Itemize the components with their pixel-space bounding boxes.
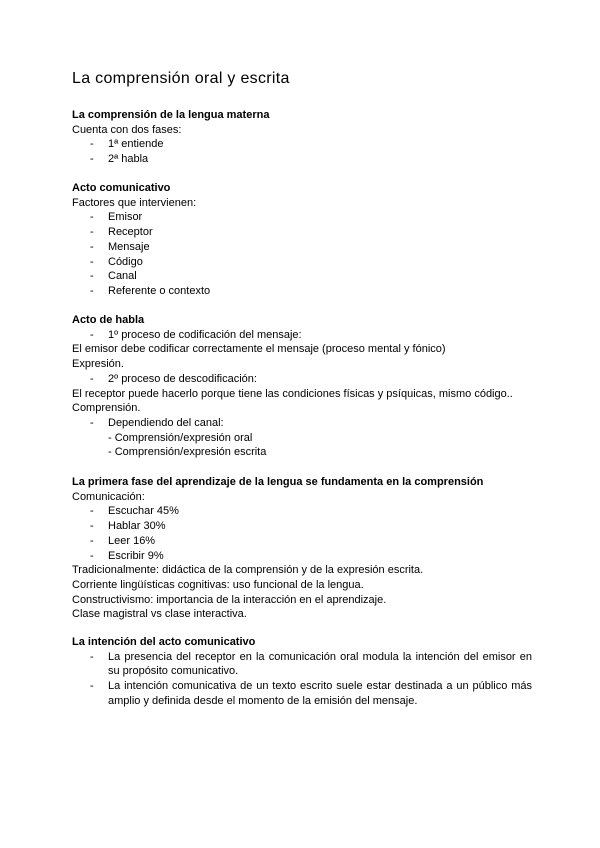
section-acto-comunicativo: [72, 181, 532, 299]
section-primera-fase: [72, 475, 532, 622]
list-item: - 2ª habla: [72, 152, 532, 167]
list-item: - Dependiendo del canal:: [72, 416, 532, 431]
paragraph-line: El receptor puede hacerlo porque tiene las condiciones físicas y psíquicas, mismo código..: [72, 387, 513, 400]
section-lengua-materna: [72, 108, 532, 167]
paragraph-line: Constructivismo: importancia de la interacción en el aprendizaje.: [72, 593, 387, 606]
paragraph-line: Tradicionalmente: didáctica de la comprensión y de la expresión escrita.: [72, 564, 424, 577]
sub-list-item: - Comprensión/expresión oral: [108, 431, 253, 444]
section-heading: La comprensión de la lengua materna: [72, 109, 270, 121]
paragraph-line: Clase magistral vs clase interactiva.: [72, 608, 247, 621]
list-item: - La presencia del receptor en la comunicación oral modula la intención del emisor en su propósito comunicativo.: [72, 650, 532, 679]
section-intro: Factores que intervienen:: [72, 196, 197, 209]
list-item: - La intención comunicativa de un texto escrito suele estar destinada a un público más amplio y definida desde el momento de la emisión del mensaje.: [72, 679, 532, 708]
sub-list-item: - Comprensión/expresión escrita: [108, 446, 267, 459]
section-intro: Comunicación:: [72, 490, 145, 503]
list-item: - Código: [72, 255, 532, 270]
section-heading: Acto de habla: [72, 314, 145, 326]
list-item: - 2º proceso de descodificación:: [72, 372, 532, 387]
paragraph-line: Comprensión.: [72, 402, 141, 415]
paragraph-line: Corriente lingüísticas cognitivas: uso funcional de la lengua.: [72, 578, 364, 591]
list-item: - Receptor: [72, 225, 532, 240]
section-heading: Acto comunicativo: [72, 182, 171, 194]
list-item: - 1ª entiende: [72, 137, 532, 152]
section-acto-habla: [72, 313, 532, 460]
section-intencion: [72, 635, 532, 709]
section-intro: Cuenta con dos fases:: [72, 123, 182, 136]
list-item: - Referente o contexto: [72, 284, 532, 299]
paragraph-line: Expresión.: [72, 358, 124, 371]
list-item: - Escuchar 45%: [72, 504, 532, 519]
page-title: La comprensión oral y escrita: [72, 70, 290, 87]
list-item: - Hablar 30%: [72, 519, 532, 534]
list-item: - 1º proceso de codificación del mensaje:: [72, 328, 532, 343]
list-item: - Leer 16%: [72, 534, 532, 549]
list-item: - Mensaje: [72, 240, 532, 255]
section-heading: La primera fase del aprendizaje de la lengua se fundamenta en la comprensión: [72, 476, 484, 488]
list-item: - Escribir 9%: [72, 549, 532, 564]
list-item: - Canal: [72, 269, 532, 284]
paragraph-line: El emisor debe codificar correctamente el mensaje (proceso mental y fónico): [72, 343, 446, 356]
list-item: - Emisor: [72, 210, 532, 225]
section-heading: La intención del acto comunicativo: [72, 636, 256, 648]
